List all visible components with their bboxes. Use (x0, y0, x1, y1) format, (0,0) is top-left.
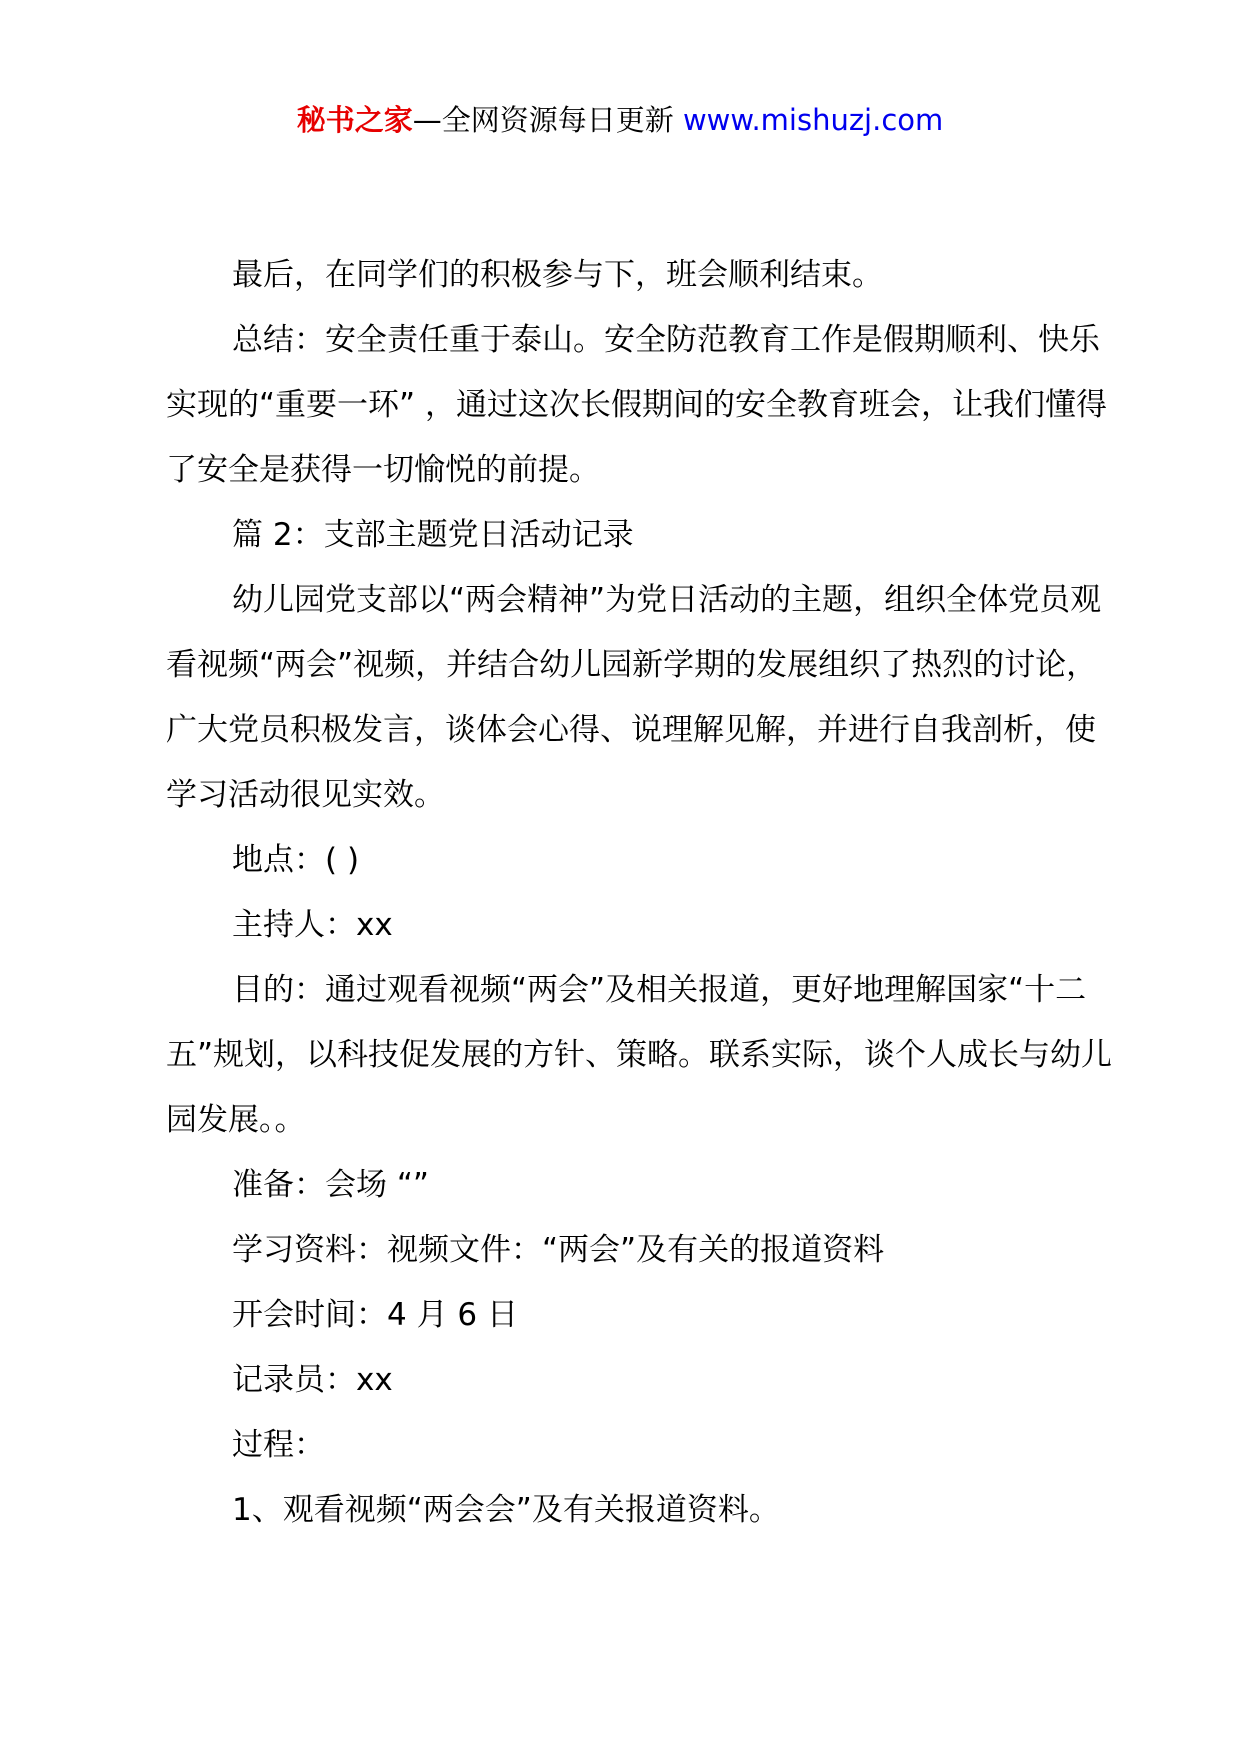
field-location: 地点：( ) (232, 842, 360, 878)
field-meeting-time: 开会时间：4 月 6 日 (232, 1297, 519, 1333)
paragraph-summary: 总结：安全责任重于泰山。安全防范教育工作是假期顺利、快乐实现的“重要一环” ，通过这次长假期间的安全教育班会，让我们懂得了安全是获得一切愉悦的前提。 (166, 322, 1107, 488)
document-body (166, 243, 1126, 1543)
page-header (0, 100, 1240, 140)
paragraph-intro: 幼儿园党支部以“两会精神”为党日活动的主题，组织全体党员观看视频“两会”视频，并结合幼儿园新学期的发展组织了热烈的讨论，广大党员积极发言，谈体会心得、说理解见解，并进行自我剖析，使学习活动很见实效。 (166, 582, 1102, 813)
paragraph-conclusion: 最后，在同学们的积极参与下，班会顺利结束。 (232, 257, 883, 293)
field-purpose: 目的：通过观看视频“两会”及相关报道，更好地理解国家“十二五”规划，以科技促发展的方针、策略。联系实际，谈个人成长与幼儿园发展。。 (166, 972, 1113, 1138)
field-process: 过程： (232, 1427, 325, 1463)
field-materials: 学习资料：视频文件：“两会”及有关的报道资料 (232, 1232, 885, 1268)
field-host: 主持人：xx (232, 907, 393, 943)
header-tagline: —全网资源每日更新 (412, 103, 683, 137)
header-brand: 秘书之家 (296, 103, 413, 137)
process-step-1: 1、观看视频“两会会”及有关报道资料。 (232, 1492, 780, 1528)
field-recorder: 记录员：xx (232, 1362, 393, 1398)
field-preparation: 准备：会场 “” (232, 1167, 429, 1203)
section-heading: 篇 2：支部主题党日活动记录 (232, 517, 634, 553)
header-url-link[interactable]: www.mishuzj.com (682, 103, 944, 137)
